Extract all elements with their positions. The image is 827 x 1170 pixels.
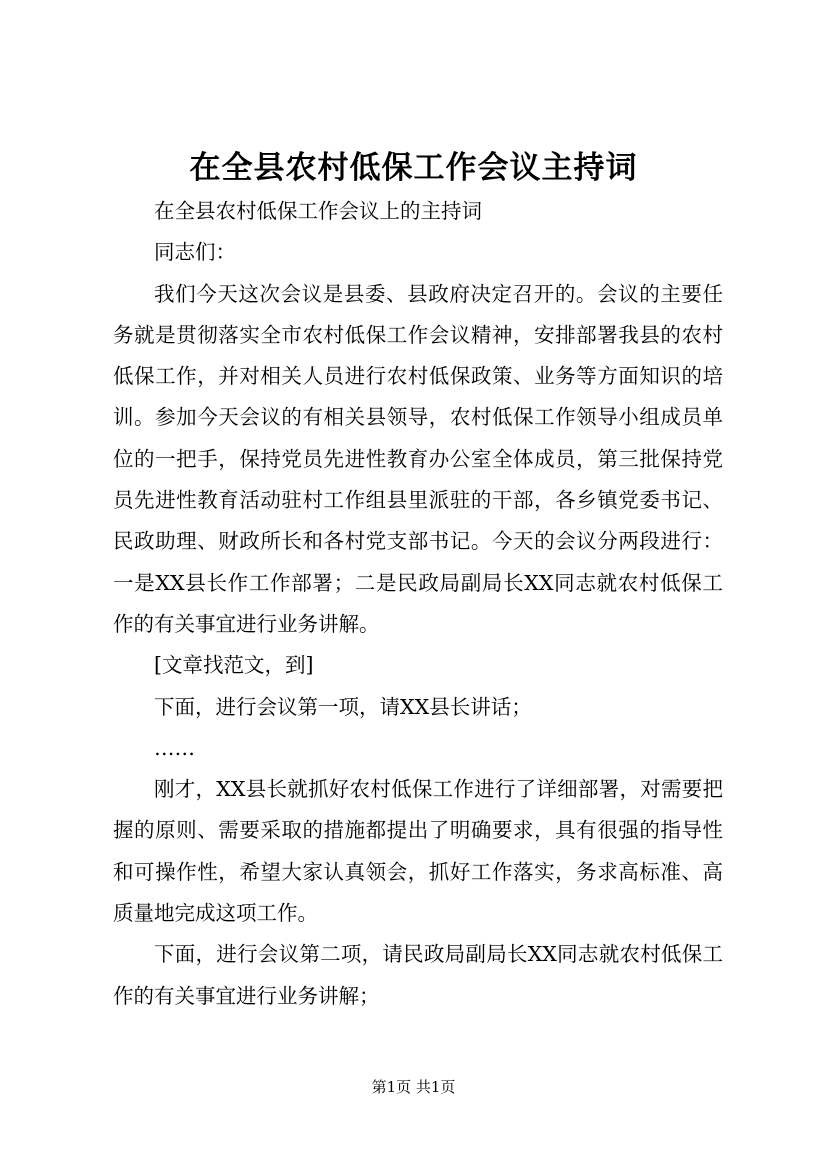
- body-paragraph: 刚才，XX县长就抓好农村低保工作进行了详细部署，对需要把握的原则、需要采取的措施都提出了明确要求，具有很强的指导性和可操作性，希望大家认真领会，抓好工作落实，务求高标准、高质量地完成这项工作。: [113, 777, 723, 926]
- document-body: [113, 191, 723, 1017]
- body-paragraph: [文章找范文，到]: [154, 653, 314, 678]
- subtitle-paragraph: 在全县农村低保工作会议上的主持词: [154, 199, 482, 223]
- salutation-paragraph: 同志们：: [154, 240, 236, 265]
- document-title: 在全县农村低保工作会议主持词: [189, 150, 638, 186]
- body-paragraph: 下面，进行会议第一项，请XX县长讲话；: [154, 694, 532, 719]
- page-footer: 第1页 共1页: [371, 1078, 456, 1096]
- body-paragraph: 下面，进行会议第二项，请民政局副局长XX同志就农村低保工作的有关事宜进行业务讲解；: [113, 942, 723, 1008]
- ellipsis-paragraph: ……: [154, 735, 195, 760]
- body-paragraph: 我们今天这次会议是县委、县政府决定召开的。会议的主要任务就是贯彻落实全市农村低保工作会议精神，安排部署我县的农村低保工作，并对相关人员进行农村低保政策、业务等方面知识的培训。参加今天会议的有相关县领导，农村低保工作领导小组成员单位的一把手，保持党员先进性教育办公室全体成员，第三批保持党员先进性教育活动驻村工作组县里派驻的干部，各乡镇党委书记、民政助理、财政所长和各村党支部书记。今天的会议分两段进行：一是XX县长作工作部署；二是民政局副局长XX同志就农村低保工作的有关事宜进行业务讲解。: [113, 281, 723, 636]
